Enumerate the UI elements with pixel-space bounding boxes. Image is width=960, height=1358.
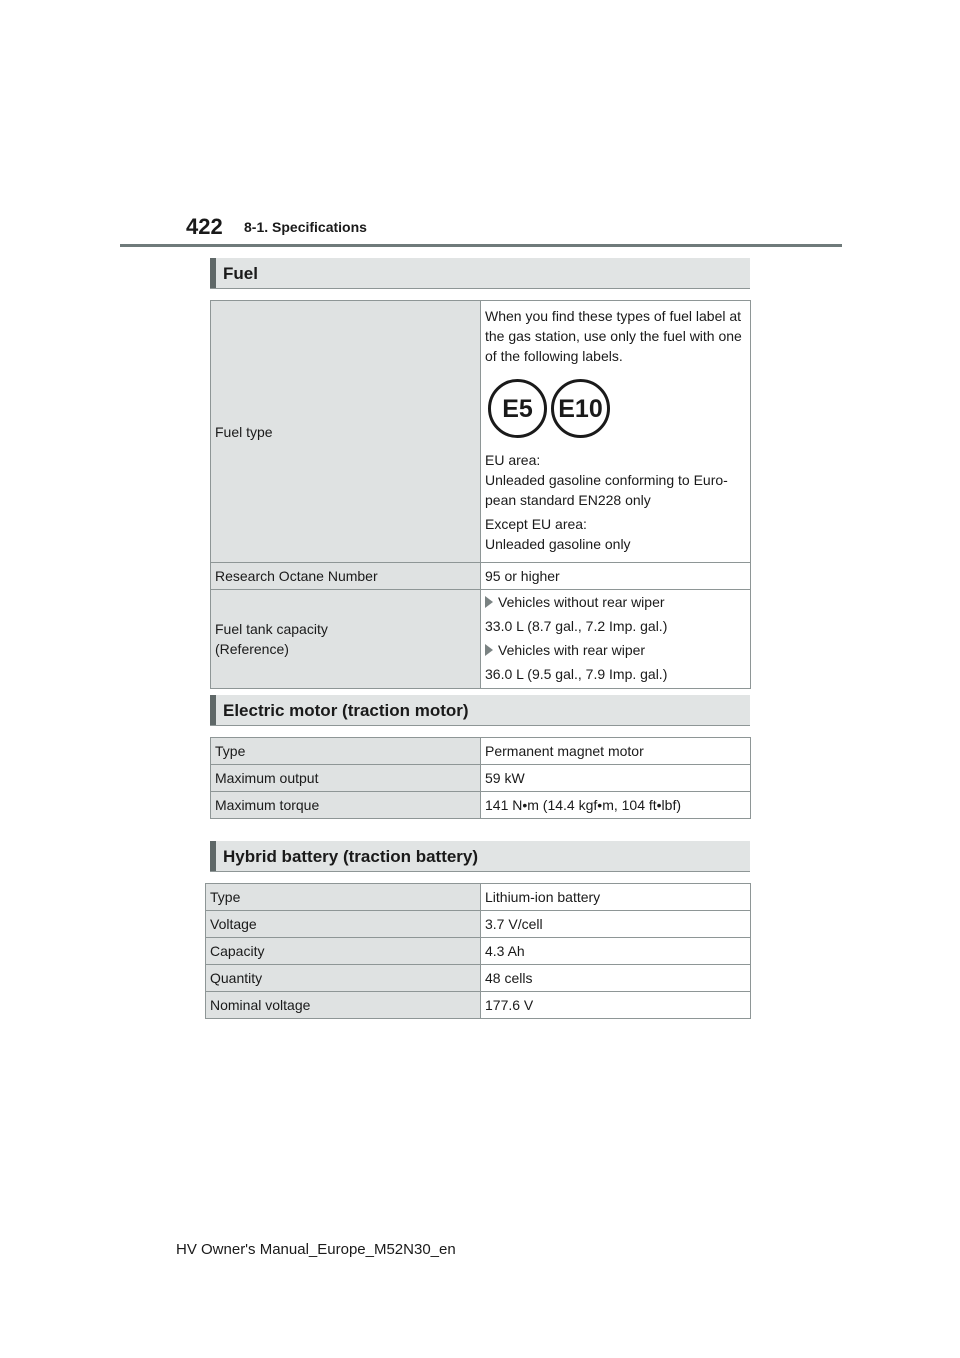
heading-bar — [210, 841, 216, 871]
non-eu-area-text: Unleaded gasoline only — [485, 536, 631, 552]
motor-output-label: Maximum output — [211, 765, 481, 792]
heading-bar — [210, 695, 216, 725]
battery-capacity-label: Capacity — [206, 938, 481, 965]
triangle-bullet-icon — [485, 596, 493, 608]
non-eu-area — [485, 514, 746, 554]
eu-area — [485, 450, 746, 510]
table-row — [211, 765, 751, 792]
table-row — [206, 992, 751, 1019]
motor-torque-value: 141 N•m (14.4 kgf•m, 104 ft•lbf) — [481, 792, 751, 819]
battery-nominal-voltage-label: Nominal voltage — [206, 992, 481, 1019]
table-row — [211, 590, 751, 689]
battery-quantity-value: 48 cells — [481, 965, 751, 992]
motor-output-value: 59 kW — [481, 765, 751, 792]
tank-case-2: Vehicles with rear wiper — [498, 642, 646, 658]
motor-heading-text: Electric motor (traction motor) — [223, 701, 469, 720]
table-row — [206, 965, 751, 992]
battery-quantity-label: Quantity — [206, 965, 481, 992]
tank-value — [481, 590, 751, 689]
eu-area-title: EU area: — [485, 452, 541, 468]
motor-type-label: Type — [211, 738, 481, 765]
octane-value: 95 or higher — [481, 563, 751, 590]
battery-capacity-value: 4.3 Ah — [481, 938, 751, 965]
fuel-type-label: Fuel type — [211, 301, 481, 563]
header-rule — [120, 244, 842, 247]
motor-torque-label: Maximum torque — [211, 792, 481, 819]
battery-type-label: Type — [206, 884, 481, 911]
non-eu-area-title: Except EU area: — [485, 516, 587, 532]
table-row — [206, 884, 751, 911]
triangle-bullet-icon — [485, 644, 493, 656]
tank-label-line-1: Fuel tank capacity — [215, 621, 328, 637]
table-row — [206, 938, 751, 965]
battery-voltage-label: Voltage — [206, 911, 481, 938]
motor-heading — [210, 695, 750, 726]
eu-area-text: Unleaded gasoline conforming to Euro-pean standard EN228 only — [485, 472, 728, 508]
fuel-heading — [210, 258, 750, 289]
battery-heading-text: Hybrid battery (traction battery) — [223, 847, 479, 866]
battery-heading — [210, 841, 750, 872]
tank-value-2: 36.0 L (9.5 gal., 7.9 Imp. gal.) — [485, 666, 668, 682]
tank-value-1: 33.0 L (8.7 gal., 7.2 Imp. gal.) — [485, 618, 668, 634]
tank-label-line-2: (Reference) — [215, 641, 289, 657]
section-title: 8-1. Specifications — [244, 219, 367, 235]
octane-label: Research Octane Number — [211, 563, 481, 590]
e5-label-icon: E5 — [488, 379, 547, 438]
fuel-labels — [485, 372, 746, 446]
battery-nominal-voltage-value: 177.6 V — [481, 992, 751, 1019]
motor-type-value: Permanent magnet motor — [481, 738, 751, 765]
heading-bar — [210, 258, 216, 288]
table-row — [211, 301, 751, 563]
e10-label-icon: E10 — [551, 379, 610, 438]
fuel-type-value — [481, 301, 751, 563]
tank-case-1: Vehicles without rear wiper — [498, 594, 665, 610]
battery-type-value: Lithium-ion battery — [481, 884, 751, 911]
footer-manual-id: HV Owner's Manual_Europe_M52N30_en — [176, 1241, 456, 1258]
battery-voltage-value: 3.7 V/cell — [481, 911, 751, 938]
table-row — [211, 563, 751, 590]
fuel-intro: When you find these types of fuel label at the gas station, use only the fuel with one of the following labels. — [485, 308, 742, 364]
table-row — [211, 738, 751, 765]
page-number: 422 — [186, 214, 223, 239]
table-row — [211, 792, 751, 819]
fuel-heading-text: Fuel — [223, 264, 258, 283]
tank-label — [211, 590, 481, 689]
motor-table — [210, 737, 751, 819]
fuel-table — [210, 300, 751, 689]
table-row — [206, 911, 751, 938]
battery-table — [205, 883, 751, 1019]
